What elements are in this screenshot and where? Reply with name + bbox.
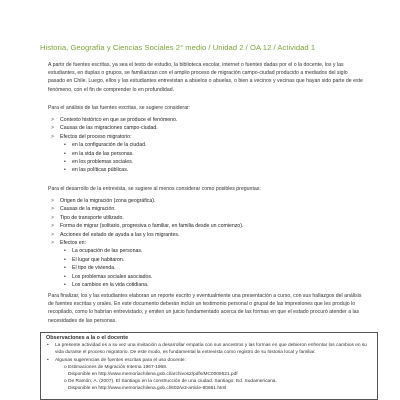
list-item: • La presente actividad es a su vez una invitación a desarrollar empatía con sus ancestros y las formas en que debieron enfrentar los cambios en su vida durante el proceso migratorio. De este modo, es fundamental la entrevista como registro de su historia local y familiar. [47, 343, 367, 356]
list-item: • en la vida de las personas. [64, 150, 134, 157]
intro-paragraph: A partir de fuentes escritas, ya sea el texto de estudio, la biblioteca escolar, internet o fuentes dadas por el o la docente, los y las estudiantes, en duplas o grupos, se familiarizan con el amplio proceso de migración campo-ciudad producido a mediados del siglo pasado en Chile. Luego, ellos y las estudiantes entrevistan a abuelos o abuelas, o bien a vecinos y vecinas que hayan sido parte de este fenómeno, con el fin de comprender lo en profundidad. [48, 62, 363, 93]
interview-lead: Para el desarrollo de la entrevista, se sugiere al menos considerar como posibles preguntas: [48, 186, 261, 192]
bullet-icon: • [64, 150, 66, 157]
bullet-icon: • [64, 142, 66, 149]
interview-list [51, 197, 350, 289]
bullet-icon: • [47, 357, 49, 363]
list-item: > Efectos del proceso migratorio: • en la configuración de la ciudad. • en la vida de las personas. • en los problemas sociales. • en las políticas públicas. [60, 133, 350, 175]
arrow-bullet-icon: > [51, 133, 55, 140]
arrow-bullet-icon: > [51, 125, 55, 132]
list-item: • en la configuración de la ciudad. [64, 142, 147, 149]
list-item: • La ocupación de las personas. [64, 248, 143, 255]
bullet-icon: • [64, 282, 66, 289]
list-item: > Tipo de transporte utilizado. [51, 214, 124, 221]
list-item: > Efectos en: • La ocupación de las personas. • El lugar que habitaron. • El tipo de vivienda. • Los problemas sociales asociados. • Los cambios en la vida cotidiana. [60, 239, 350, 289]
sources-list [51, 116, 350, 175]
list-item: • en los problemas sociales. [64, 159, 134, 166]
source-link[interactable]: Disponible en http://www.memoriachilena.gob.cl/602/w3-article-80681.html [68, 386, 227, 392]
list-item: > Causas de la migración. [51, 206, 116, 213]
list-item: • El tipo de vivienda. [64, 265, 116, 272]
observations-box [40, 332, 378, 400]
source-link[interactable]: Disponible en http://www.memoriachilena.gob.cl/archivos2/pdfs/MC0009521.pdf [68, 372, 238, 378]
closing-paragraph: Para finalizar, los y las estudiantes elaboran un reporte escrito y eventualmente una presentación a curso, con sus hallazgos del análisis de fuentes escritas y orales. En este documento deberán incluir un testimonio personal o grupal de las impresiones que les produjo lo recopilado, como lo habrían entrevistado, y emiten un juicio fundamentado acerca de las formas en que el estado procuró atender a las necesidades de las personas. [48, 293, 362, 324]
arrow-bullet-icon: > [51, 198, 55, 204]
arrow-bullet-icon: > [51, 117, 55, 123]
bullet-icon: • [64, 159, 66, 166]
list-item: • Algunas sugerencias de fuentes escritas para el uso docente: [47, 357, 186, 363]
list-item: > Forma de migrar (solitario, progresiva o familiar, en familia desde un comienzo). [51, 223, 244, 230]
list-item: > Origen de la migración (zona geográfica). [51, 198, 156, 204]
arrow-bullet-icon: > [51, 223, 55, 230]
bullet-icon: • [64, 256, 66, 263]
arrow-bullet-icon: > [51, 206, 55, 213]
arrow-bullet-icon: > [51, 231, 55, 238]
list-item: > Contexto histórico en que se produce el fenómeno. [51, 117, 178, 123]
list-item: • Los problemas sociales asociados. [64, 273, 153, 280]
bullet-icon: • [64, 167, 66, 174]
page-title: Historia, Geografía y Ciencias Sociales 2° medio / Unidad 2 / OA 12 / Actividad 1 [40, 43, 316, 52]
bullet-icon: • [64, 265, 66, 272]
list-item: > Acciones del estado de ayuda a las y los migrantes. [51, 231, 180, 238]
list-item: • Los cambios en la vida cotidiana. [64, 282, 149, 289]
source-reference: o Estimaciones de Migración Interna 1967-1968. [64, 364, 168, 370]
observations-title: Observaciones a la o el docente [46, 335, 129, 341]
sources-lead: Para el análisis de las fuentes escritas, se sugiere considerar: [48, 105, 191, 111]
arrow-bullet-icon: > [51, 240, 55, 247]
effects-sublist [64, 247, 350, 289]
bullet-icon: • [64, 273, 66, 280]
effects-sublist [64, 141, 350, 175]
list-item: > Causas de las migraciones campo-ciudad. [51, 125, 158, 132]
bullet-icon: • [64, 248, 66, 255]
bullet-icon: • [47, 343, 49, 349]
list-item: • en las políticas públicas. [64, 167, 129, 174]
list-item: • El lugar que habitaron. [64, 256, 125, 263]
arrow-bullet-icon: > [51, 214, 55, 221]
source-reference: o De Ramón, A. (2007). El Santiago en la construcción de una ciudad. Santiago: Ed. Sudamericana. [64, 379, 277, 385]
